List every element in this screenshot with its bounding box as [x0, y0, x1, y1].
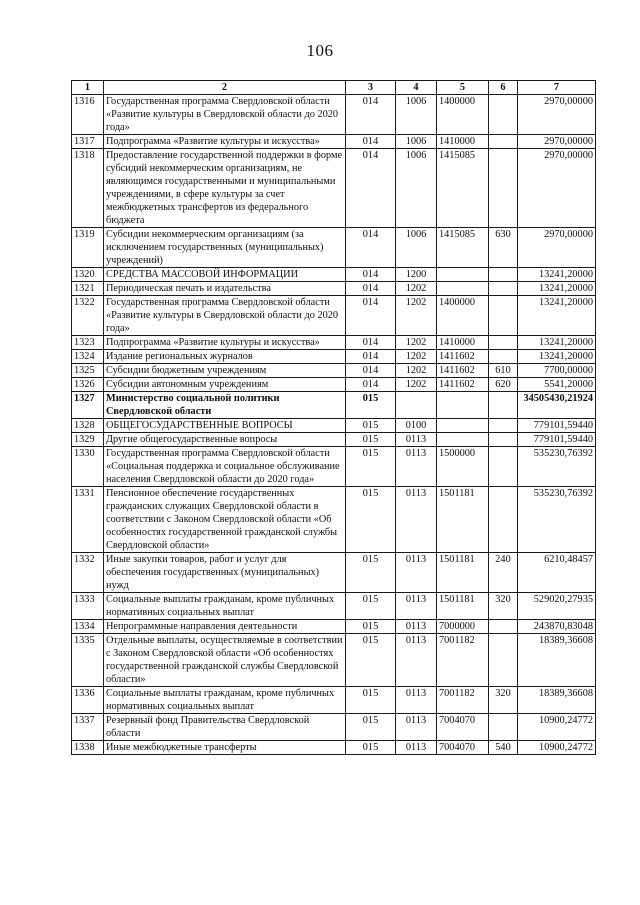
row-code-4: 1006 — [396, 228, 437, 268]
row-code-5 — [437, 268, 489, 282]
row-code-3: 015 — [346, 620, 396, 634]
row-code-5: 7001182 — [437, 687, 489, 714]
table-row — [72, 350, 596, 364]
row-amount: 535230,76392 — [518, 487, 596, 553]
row-code-4: 0113 — [396, 433, 437, 447]
row-number: 1334 — [72, 620, 104, 634]
row-code-4: 0113 — [396, 687, 437, 714]
page-number: 106 — [306, 41, 334, 60]
table-row — [72, 282, 596, 296]
row-code-6 — [489, 447, 518, 487]
row-code-3: 014 — [346, 228, 396, 268]
row-code-6 — [489, 95, 518, 135]
row-code-6 — [489, 714, 518, 741]
row-code-4: 0100 — [396, 419, 437, 433]
row-code-3: 015 — [346, 741, 396, 755]
table-row — [72, 553, 596, 593]
column-header-4: 4 — [396, 81, 437, 95]
row-number: 1327 — [72, 392, 104, 419]
table-row — [72, 419, 596, 433]
row-name: Субсидии некоммерческим организациям (за исключением государственных (муниципальных) учреждений) — [104, 228, 346, 268]
column-header-7: 7 — [518, 81, 596, 95]
row-code-4: 0113 — [396, 593, 437, 620]
row-code-3: 014 — [346, 282, 396, 296]
row-code-4: 0113 — [396, 714, 437, 741]
row-number: 1325 — [72, 364, 104, 378]
row-code-3: 014 — [346, 149, 396, 228]
row-code-4: 0113 — [396, 634, 437, 687]
row-code-3: 014 — [346, 296, 396, 336]
row-number: 1333 — [72, 593, 104, 620]
row-code-3: 015 — [346, 714, 396, 741]
row-code-6: 540 — [489, 741, 518, 755]
row-number: 1332 — [72, 553, 104, 593]
row-code-5: 1501181 — [437, 553, 489, 593]
row-code-4: 1006 — [396, 149, 437, 228]
row-code-6 — [489, 634, 518, 687]
table-row — [72, 378, 596, 392]
row-number: 1330 — [72, 447, 104, 487]
row-number: 1338 — [72, 741, 104, 755]
row-name: Издание региональных журналов — [104, 350, 346, 364]
row-number: 1324 — [72, 350, 104, 364]
row-code-6 — [489, 135, 518, 149]
row-amount: 2970,00000 — [518, 149, 596, 228]
row-code-5: 1411602 — [437, 364, 489, 378]
row-amount: 13241,20000 — [518, 296, 596, 336]
table-row — [72, 634, 596, 687]
row-code-6 — [489, 392, 518, 419]
row-code-3: 015 — [346, 593, 396, 620]
row-amount: 7700,00000 — [518, 364, 596, 378]
row-amount: 13241,20000 — [518, 350, 596, 364]
row-name: Резервный фонд Правительства Свердловской области — [104, 714, 346, 741]
row-code-5: 7000000 — [437, 620, 489, 634]
row-code-6: 320 — [489, 687, 518, 714]
row-name: Подпрограмма «Развитие культуры и искусства» — [104, 135, 346, 149]
row-code-5: 7004070 — [437, 741, 489, 755]
row-name: Отдельные выплаты, осуществляемые в соответствии с Законом Свердловской области «Об особенностях государственной гражданской службы Свердловской области» — [104, 634, 346, 687]
row-number: 1323 — [72, 336, 104, 350]
row-name: Пенсионное обеспечение государственных гражданских служащих Свердловской области в соответствии с Законом Свердловской области «Об особенностях государственной гражданской службы Свердловской области» — [104, 487, 346, 553]
row-code-4: 0113 — [396, 741, 437, 755]
row-name: Социальные выплаты гражданам, кроме публичных нормативных социальных выплат — [104, 593, 346, 620]
row-amount: 10900,24772 — [518, 714, 596, 741]
row-number: 1331 — [72, 487, 104, 553]
row-code-6: 320 — [489, 593, 518, 620]
row-number: 1321 — [72, 282, 104, 296]
row-name: Предоставление государственной поддержки в форме субсидий некоммерческим организациям, не являющимся государственными и муниципальными учреждениями, в сфере культуры за счет межбюджетных трансфертов из федерального бюджета — [104, 149, 346, 228]
row-number: 1335 — [72, 634, 104, 687]
row-amount: 13241,20000 — [518, 268, 596, 282]
row-code-5: 1500000 — [437, 447, 489, 487]
row-number: 1319 — [72, 228, 104, 268]
row-code-3: 014 — [346, 378, 396, 392]
table-row — [72, 268, 596, 282]
row-amount: 18389,36608 — [518, 634, 596, 687]
row-name: Министерство социальной политики Свердловской области — [104, 392, 346, 419]
table-row — [72, 392, 596, 419]
row-name: Иные закупки товаров, работ и услуг для обеспечения государственных (муниципальных) нужд — [104, 553, 346, 593]
row-number: 1328 — [72, 419, 104, 433]
row-code-5 — [437, 392, 489, 419]
row-code-3: 015 — [346, 447, 396, 487]
column-header-5: 5 — [437, 81, 489, 95]
row-code-3: 014 — [346, 364, 396, 378]
row-code-6 — [489, 350, 518, 364]
row-name: Иные межбюджетные трансферты — [104, 741, 346, 755]
row-name: Государственная программа Свердловской области «Развитие культуры в Свердловской области до 2020 года» — [104, 95, 346, 135]
row-name: Другие общегосударственные вопросы — [104, 433, 346, 447]
row-code-3: 015 — [346, 553, 396, 593]
row-amount: 18389,36608 — [518, 687, 596, 714]
row-amount: 2970,00000 — [518, 95, 596, 135]
row-number: 1337 — [72, 714, 104, 741]
column-header-3: 3 — [346, 81, 396, 95]
column-header-1: 1 — [72, 81, 104, 95]
row-code-4: 1006 — [396, 95, 437, 135]
row-amount: 13241,20000 — [518, 336, 596, 350]
row-code-5: 1410000 — [437, 336, 489, 350]
row-code-3: 015 — [346, 392, 396, 419]
row-name: Непрограммные направления деятельности — [104, 620, 346, 634]
row-code-4 — [396, 392, 437, 419]
row-code-5: 1410000 — [437, 135, 489, 149]
row-code-4: 1202 — [396, 350, 437, 364]
table-row — [72, 447, 596, 487]
table-row — [72, 149, 596, 228]
table-row — [72, 433, 596, 447]
table-row — [72, 620, 596, 634]
table-row — [72, 228, 596, 268]
row-number: 1320 — [72, 268, 104, 282]
budget-table — [71, 80, 596, 755]
row-code-6 — [489, 296, 518, 336]
row-code-5: 1411602 — [437, 378, 489, 392]
row-number: 1316 — [72, 95, 104, 135]
row-code-5 — [437, 433, 489, 447]
row-code-5: 1411602 — [437, 350, 489, 364]
row-code-3: 015 — [346, 433, 396, 447]
row-code-5: 1415085 — [437, 228, 489, 268]
row-code-5: 1400000 — [437, 95, 489, 135]
row-code-3: 014 — [346, 350, 396, 364]
row-code-6: 240 — [489, 553, 518, 593]
row-code-5: 1415085 — [437, 149, 489, 228]
row-code-3: 015 — [346, 487, 396, 553]
table-row — [72, 593, 596, 620]
row-name: ОБЩЕГОСУДАРСТВЕННЫЕ ВОПРОСЫ — [104, 419, 346, 433]
table-row — [72, 714, 596, 741]
row-code-4: 1202 — [396, 336, 437, 350]
row-code-3: 015 — [346, 419, 396, 433]
row-amount: 529020,27935 — [518, 593, 596, 620]
row-code-6 — [489, 433, 518, 447]
row-code-4: 0113 — [396, 447, 437, 487]
row-code-5: 1501181 — [437, 487, 489, 553]
table-row — [72, 336, 596, 350]
row-code-3: 014 — [346, 95, 396, 135]
row-name: Периодическая печать и издательства — [104, 282, 346, 296]
row-code-3: 014 — [346, 135, 396, 149]
row-code-6 — [489, 620, 518, 634]
row-name: Государственная программа Свердловской области «Социальная поддержка и социальное обслуживание населения Свердловской области до 2020 года» — [104, 447, 346, 487]
row-code-6: 630 — [489, 228, 518, 268]
row-code-3: 014 — [346, 268, 396, 282]
row-number: 1329 — [72, 433, 104, 447]
row-code-4: 1202 — [396, 282, 437, 296]
row-code-3: 015 — [346, 634, 396, 687]
row-code-5: 7001182 — [437, 634, 489, 687]
row-code-4: 0113 — [396, 553, 437, 593]
row-code-4: 1202 — [396, 378, 437, 392]
row-amount: 5541,20000 — [518, 378, 596, 392]
row-code-3: 014 — [346, 336, 396, 350]
row-amount: 2970,00000 — [518, 135, 596, 149]
table-row — [72, 364, 596, 378]
row-code-6 — [489, 282, 518, 296]
row-code-5: 7004070 — [437, 714, 489, 741]
row-code-5: 1400000 — [437, 296, 489, 336]
row-amount: 34505430,21924 — [518, 392, 596, 419]
column-header-2: 2 — [104, 81, 346, 95]
row-number: 1318 — [72, 149, 104, 228]
row-code-4: 1202 — [396, 296, 437, 336]
row-amount: 535230,76392 — [518, 447, 596, 487]
row-name: Государственная программа Свердловской области «Развитие культуры в Свердловской области до 2020 года» — [104, 296, 346, 336]
row-code-6 — [489, 336, 518, 350]
table-row — [72, 296, 596, 336]
row-amount: 13241,20000 — [518, 282, 596, 296]
row-code-4: 1200 — [396, 268, 437, 282]
row-code-5 — [437, 282, 489, 296]
row-amount: 243870,83048 — [518, 620, 596, 634]
row-code-6 — [489, 487, 518, 553]
row-code-4: 0113 — [396, 487, 437, 553]
row-name: Субсидии автономным учреждениям — [104, 378, 346, 392]
row-name: Субсидии бюджетным учреждениям — [104, 364, 346, 378]
table-row — [72, 135, 596, 149]
row-name: Социальные выплаты гражданам, кроме публичных нормативных социальных выплат — [104, 687, 346, 714]
row-code-6 — [489, 149, 518, 228]
row-number: 1317 — [72, 135, 104, 149]
row-code-6: 620 — [489, 378, 518, 392]
table-body — [72, 95, 596, 755]
row-code-3: 015 — [346, 687, 396, 714]
header-row — [72, 81, 596, 95]
table-row — [72, 487, 596, 553]
row-code-4: 1202 — [396, 364, 437, 378]
row-amount: 779101,59440 — [518, 419, 596, 433]
row-number: 1336 — [72, 687, 104, 714]
row-amount: 779101,59440 — [518, 433, 596, 447]
row-name: СРЕДСТВА МАССОВОЙ ИНФОРМАЦИИ — [104, 268, 346, 282]
row-amount: 10900,24772 — [518, 741, 596, 755]
row-code-5: 1501181 — [437, 593, 489, 620]
row-code-6 — [489, 268, 518, 282]
row-amount: 2970,00000 — [518, 228, 596, 268]
row-code-6: 610 — [489, 364, 518, 378]
table-row — [72, 687, 596, 714]
column-header-6: 6 — [489, 81, 518, 95]
row-amount: 6210,48457 — [518, 553, 596, 593]
row-code-6 — [489, 419, 518, 433]
row-code-4: 0113 — [396, 620, 437, 634]
table-row — [72, 95, 596, 135]
table-row — [72, 741, 596, 755]
row-number: 1322 — [72, 296, 104, 336]
row-code-4: 1006 — [396, 135, 437, 149]
row-number: 1326 — [72, 378, 104, 392]
row-code-5 — [437, 419, 489, 433]
row-name: Подпрограмма «Развитие культуры и искусства» — [104, 336, 346, 350]
